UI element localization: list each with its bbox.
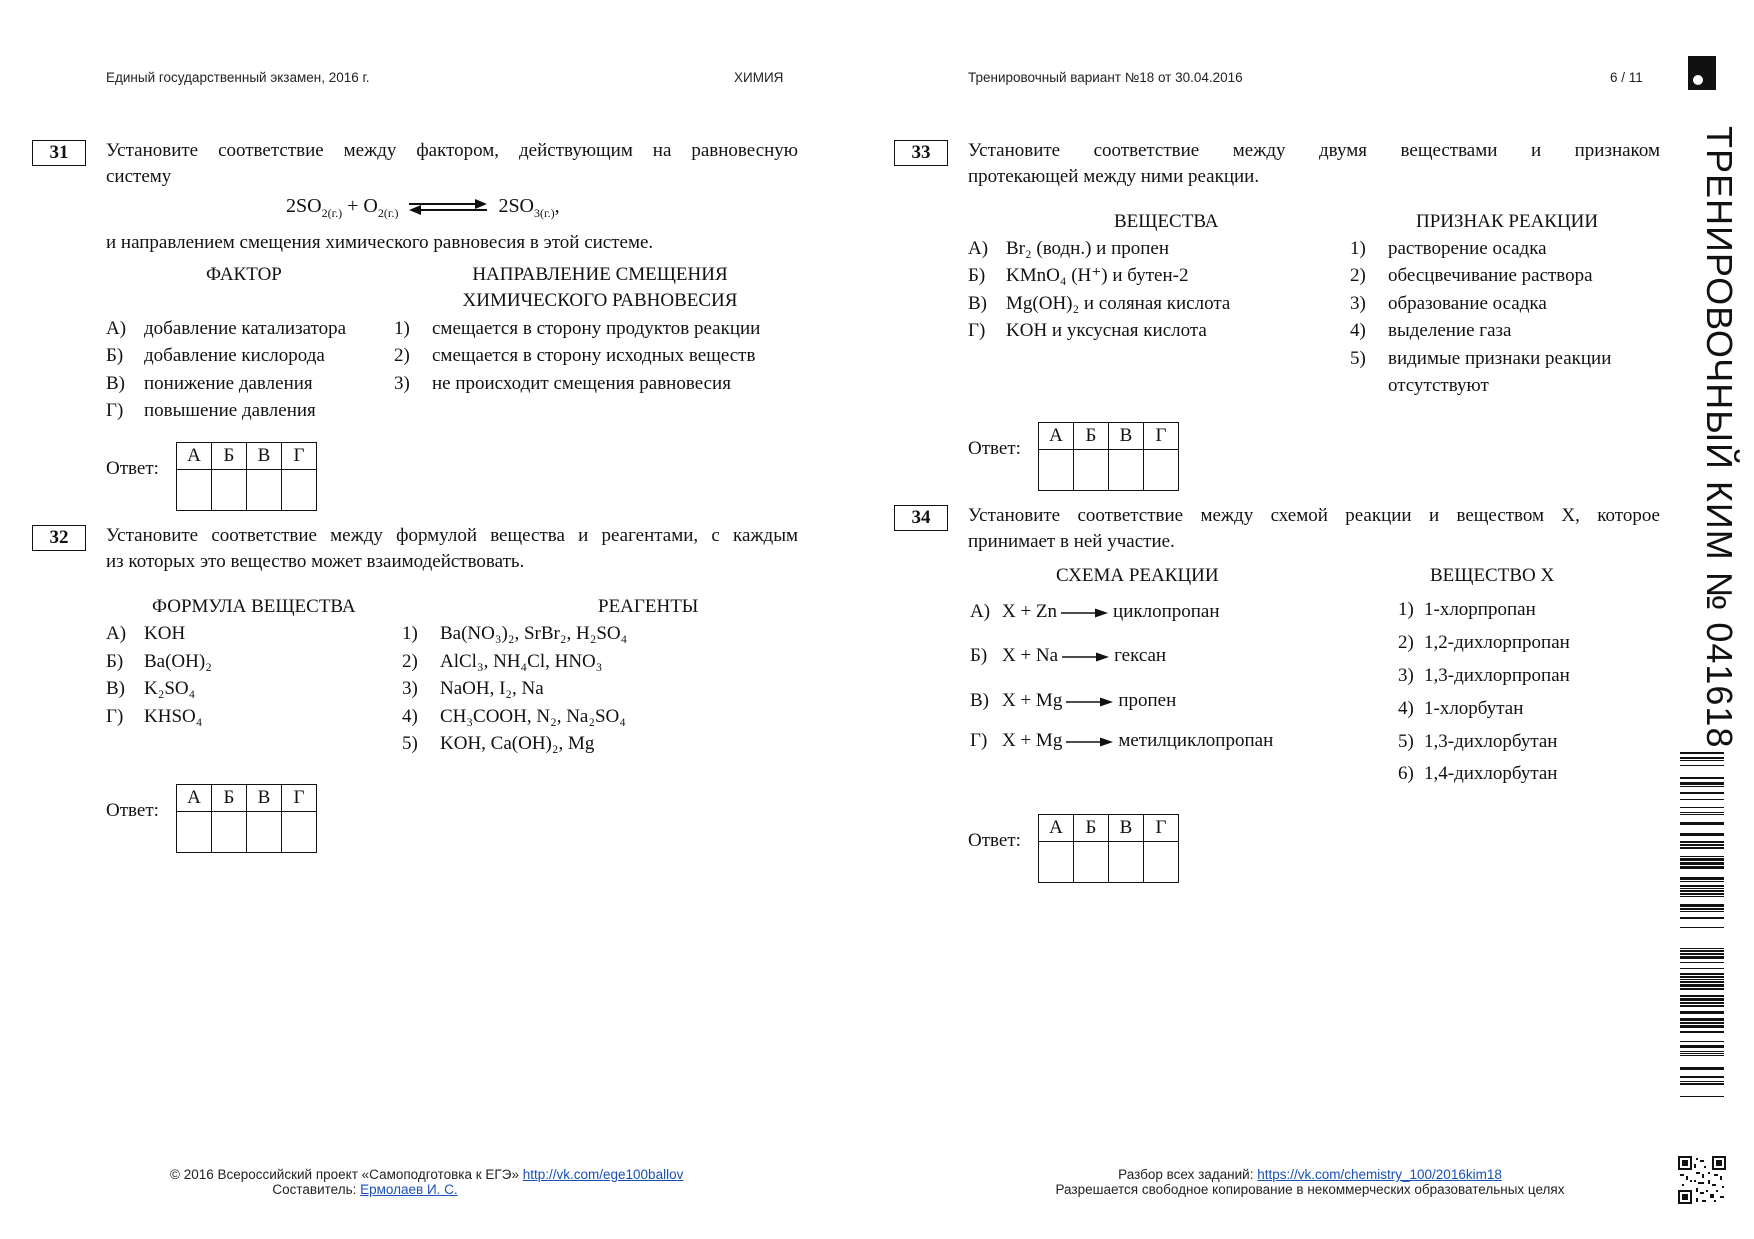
list-item: 1) смещается в сторону продуктов реакции	[394, 318, 761, 339]
question-number-34: 34	[894, 505, 948, 531]
question-number-31: 31	[32, 140, 86, 166]
answer-cell[interactable]	[212, 470, 247, 511]
header-page-number: 6 / 11	[1610, 70, 1643, 85]
list-item: 3) не происходит смещения равновесия	[394, 373, 731, 394]
answer-cell[interactable]	[1039, 842, 1074, 883]
list-item: В) понижение давления	[106, 373, 313, 394]
answer-cell[interactable]	[1144, 842, 1179, 883]
list-item: Б) добавление кислорода	[106, 345, 325, 366]
list-item: 5) KOH, Ca(OH)₂, Mg	[402, 733, 595, 754]
list-item: Г) KOH и уксусная кислота	[968, 320, 1207, 341]
list-item: 3) NaOH, I₂, Na	[402, 678, 544, 699]
reaction-arrow-icon	[1062, 652, 1110, 662]
footer-author-label: Составитель:	[272, 1182, 357, 1197]
list-item: 5) 1,3-дихлорбутан	[1398, 731, 1558, 752]
list-item: 6) 1,4-дихлорбутан	[1398, 763, 1558, 784]
q31-column-left-header: ФАКТОР	[206, 264, 282, 285]
q31-answer-table	[176, 442, 317, 511]
list-item: Б) KMnO₄ (H⁺) и бутен-2	[968, 265, 1189, 286]
list-item: 2) AlCl₃, NH₄Cl, HNO₃	[402, 651, 603, 672]
list-item: В) K₂SO₄	[106, 678, 196, 699]
answer-cell[interactable]	[1039, 450, 1074, 491]
list-item: отсутствуют	[1388, 375, 1489, 396]
q33-column-left-header: ВЕЩЕСТВА	[1114, 211, 1219, 232]
footer-left	[170, 1167, 730, 1197]
footer-analysis-label: Разбор всех заданий:	[1118, 1167, 1254, 1182]
side-title: ТРЕНИРОВОЧНЫЙ КИМ № 041618	[1699, 126, 1740, 749]
q33-column-right-header: ПРИЗНАК РЕАКЦИИ	[1416, 211, 1599, 232]
q34-column-left-header: СХЕМА РЕАКЦИИ	[1056, 565, 1219, 586]
answer-column-header: А	[177, 785, 212, 812]
footer-author-link[interactable]: Ермолаев И. С.	[360, 1182, 458, 1197]
answer-column-header: А	[1039, 815, 1074, 842]
answer-cell[interactable]	[247, 470, 282, 511]
answer-column-header: А	[177, 443, 212, 470]
answer-column-header: Г	[1144, 423, 1179, 450]
equilibrium-arrow-icon	[407, 198, 489, 216]
barcode	[1680, 752, 1724, 1102]
answer-cell[interactable]	[1109, 450, 1144, 491]
header-exam: Единый государственный экзамен, 2016 г.	[106, 70, 370, 85]
q32-intro-line2: из которых это вещество может взаимодействовать.	[106, 551, 525, 572]
list-item: Г) KHSO₄	[106, 706, 203, 727]
q34-answer-table	[1038, 814, 1179, 883]
answer-cell[interactable]	[1074, 842, 1109, 883]
list-item: 2) 1,2-дихлорпропан	[1398, 632, 1570, 653]
q32-column-left-header: ФОРМУЛА ВЕЩЕСТВА	[152, 596, 356, 617]
list-item: Б) Ba(OH)₂	[106, 651, 212, 672]
reaction-arrow-icon	[1061, 608, 1109, 618]
header-subject: ХИМИЯ	[734, 70, 784, 85]
answer-column-header: Г	[282, 443, 317, 470]
answer-column-header: В	[1109, 815, 1144, 842]
list-item: 1) Ba(NO₃)₂, SrBr₂, H₂SO₄	[402, 623, 628, 644]
answer-cell[interactable]	[282, 812, 317, 853]
list-item: А) добавление катализатора	[106, 318, 347, 339]
footer-analysis-link[interactable]: https://vk.com/chemistry_100/2016kim18	[1257, 1167, 1502, 1182]
q33-answer-table	[1038, 422, 1179, 491]
list-item: Б) X + Na гексан	[970, 645, 1167, 666]
question-number-32: 32	[32, 525, 86, 551]
q31-column-right-header: НАПРАВЛЕНИЕ СМЕЩЕНИЯ ХИМИЧЕСКОГО РАВНОВЕСИЯ	[462, 264, 738, 311]
list-item: 5) видимые признаки реакции	[1350, 348, 1612, 369]
list-item: 1) растворение осадка	[1350, 238, 1547, 259]
list-item: 4) выделение газа	[1350, 320, 1512, 341]
answer-cell[interactable]	[177, 470, 212, 511]
answer-cell[interactable]	[282, 470, 317, 511]
q31-intro-line3: и направлением смещения химического равновесия в этой системе.	[106, 232, 654, 253]
answer-cell[interactable]	[1144, 450, 1179, 491]
list-item: В) Mg(OH)₂ и соляная кислота	[968, 293, 1231, 314]
answer-column-header: Б	[212, 785, 247, 812]
answer-column-header: А	[1039, 423, 1074, 450]
q34-intro-line2: принимает в ней участие.	[968, 531, 1175, 552]
answer-column-header: Б	[1074, 423, 1109, 450]
q34-column-right-header: ВЕЩЕСТВО X	[1430, 565, 1555, 586]
list-item: Г) повышение давления	[106, 400, 316, 421]
answer-cell[interactable]	[247, 812, 282, 853]
q31-intro-line1: Установите соответствие между фактором, действующим на равновесную	[106, 140, 798, 161]
q33-intro-line2: протекающей между ними реакции.	[968, 166, 1260, 187]
q32-answer-label: Ответ:	[106, 800, 159, 821]
answer-cell[interactable]	[1074, 450, 1109, 491]
answer-column-header: В	[1109, 423, 1144, 450]
answer-column-header: В	[247, 443, 282, 470]
question-number-33: 33	[894, 140, 948, 166]
list-item: 4) CH₃COOH, N₂, Na₂SO₄	[402, 706, 626, 727]
answer-column-header: Г	[282, 785, 317, 812]
q34-intro-line1: Установите соответствие между схемой реакции и веществом X, которое	[968, 505, 1660, 526]
corner-marker	[1688, 56, 1716, 90]
footer-license: Разрешается свободное копирование в некоммерческих образовательных целях	[1055, 1182, 1565, 1197]
footer-copyright: © 2016 Всероссийский проект «Самоподготовка к ЕГЭ»	[170, 1167, 519, 1182]
qr-code	[1678, 1156, 1726, 1204]
answer-cell[interactable]	[212, 812, 247, 853]
answer-column-header: Б	[212, 443, 247, 470]
q33-answer-label: Ответ:	[968, 438, 1021, 459]
list-item: 3) образование осадка	[1350, 293, 1547, 314]
q32-column-right-header: РЕАГЕНТЫ	[598, 596, 699, 617]
q31-intro-line2: систему	[106, 166, 172, 187]
list-item: А) KOH	[106, 623, 186, 644]
q34-answer-label: Ответ:	[968, 830, 1021, 851]
q31-answer-label: Ответ:	[106, 458, 159, 479]
q33-intro-line1: Установите соответствие между двумя веществами и признаком	[968, 140, 1660, 161]
list-item: А) X + Zn циклопропан	[970, 601, 1220, 622]
footer-right	[1000, 1167, 1620, 1197]
answer-column-header: В	[247, 785, 282, 812]
answer-column-header: Б	[1074, 815, 1109, 842]
answer-column-header: Г	[1144, 815, 1179, 842]
answer-cell[interactable]	[177, 812, 212, 853]
list-item: 1) 1-хлорпропан	[1398, 599, 1536, 620]
q32-intro-line1: Установите соответствие между формулой вещества и реагентами, с каждым	[106, 525, 798, 546]
list-item: 3) 1,3-дихлорпропан	[1398, 665, 1570, 686]
list-item: В) X + Mg пропен	[970, 690, 1177, 711]
list-item: А) Br₂ (водн.) и пропен	[968, 238, 1170, 259]
footer-project-link[interactable]: http://vk.com/ege100ballov	[522, 1167, 684, 1182]
list-item: Г) X + Mg метилциклопропан	[970, 730, 1274, 751]
q31-equation: $2SO_{2(г.)} + O_{2(г.)}$ $2SO_{3(г.)}$,	[286, 195, 560, 220]
list-item: 4) 1-хлорбутан	[1398, 698, 1524, 719]
list-item: 2) смещается в сторону исходных веществ	[394, 345, 756, 366]
header-variant: Тренировочный вариант №18 от 30.04.2016	[968, 70, 1243, 85]
answer-cell[interactable]	[1109, 842, 1144, 883]
q32-answer-table	[176, 784, 317, 853]
list-item: 2) обесцвечивание раствора	[1350, 265, 1593, 286]
reaction-arrow-icon	[1066, 697, 1114, 707]
reaction-arrow-icon	[1066, 737, 1114, 747]
